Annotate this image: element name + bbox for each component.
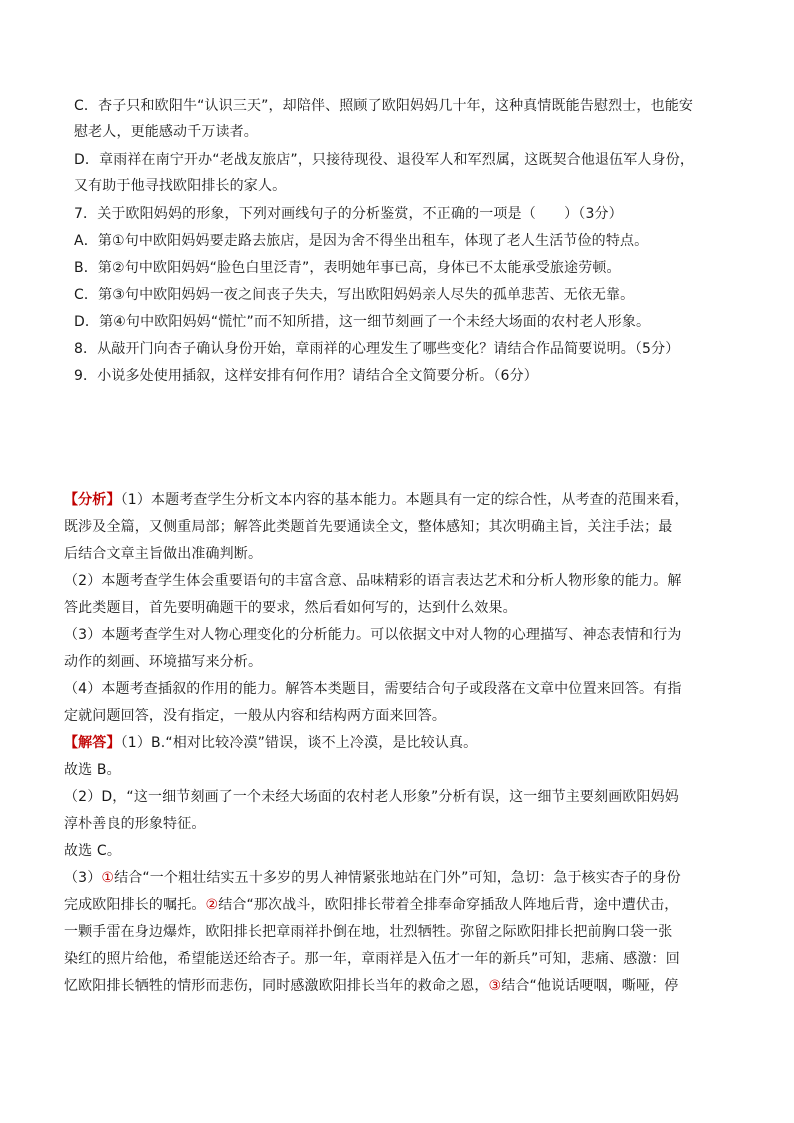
answer-tag: 【解答】 [64, 735, 121, 751]
questions-section [74, 96, 726, 396]
answer-2-line2: 淳朴善良的形象特征。 [64, 816, 206, 832]
answer-1-choice: 故选 B。 [64, 762, 121, 778]
analysis-para3-line1: （3）本题考查学生对人物心理变化的分析能力。可以依据文中对人物的心理描写、神态表情和行为 [64, 627, 682, 643]
analysis-para3-line2: 动作的刻画、环境描写来分析。 [64, 654, 263, 670]
analysis-tag: 【分析】 [64, 492, 121, 508]
answer-3-prefix: （3） [64, 870, 102, 886]
analysis-para4-line1: （4）本题考查插叙的作用的能力。解答本类题目，需要结合句子或段落在文章中位置来回答。有指 [64, 681, 682, 697]
analysis-para1-line1 [64, 490, 689, 510]
analysis-para4-line2: 定就问题回答，没有指定，一般从内容和结构两方面来回答。 [64, 708, 447, 724]
analysis-para2-line2: 答此类题目，首先要明确题干的要求，然后看如何写的，达到什么效果。 [64, 600, 517, 616]
answer-1-text: （1）B.“相对比较冷漠”错误，谈不上冷漠，是比较认真。 [120, 735, 478, 751]
analysis-para1-line2: 既涉及全篇，又侧重局部；解答此类题首先要通读全文，整体感知；其次明确主旨，关注手法；最 [64, 519, 673, 535]
question-7-option-b: B．第②句中欧阳妈妈“脸色白里泛青”，表明她年事已高，身体已不太能承受旅途劳顿。 [74, 260, 621, 276]
question-7-option-c: C．第③句中欧阳妈妈一夜之间丧子失夫，写出欧阳妈妈亲人尽失的孤单悲苦、无依无靠。 [74, 287, 635, 303]
answer-3-line2-text: 结合“那次战斗，欧阳排长带着全排奉命穿插敌人阵地后背，途中遭伏击， [218, 897, 679, 913]
option-c-line1: C．杏子只和欧阳牛“认识三天”，却陪伴、照顾了欧阳妈妈几十年，这种真情既能告慰烈士，也能安 [74, 98, 694, 114]
circled-number-1: ① [101, 870, 115, 886]
answer-3-line3: 一颗手雷在身边爆炸，欧阳排长把章雨祥扑倒在地，壮烈牺牲。弥留之际欧阳排长把前胸口袋一张 [64, 924, 673, 940]
question-7: 7．关于欧阳妈妈的形象，下列对画线句子的分析鉴赏，不正确的一项是（ ）（3分） [74, 206, 623, 222]
option-d-line1: D．章雨祥在南宁开办“老战友旅店”，只接待现役、退役军人和军烈属，这既契合他退伍军人身份， [74, 152, 695, 168]
analysis-p1-text: （1）本题考查学生分析文本内容的基本能力。本题具有一定的综合性，从考查的范围来看， [120, 492, 689, 508]
answer-3-line5-text: 结合“他说话哽咽，嘶哑，停 [501, 978, 679, 994]
answer-3-line5-pre: 忆欧阳排长牺牲的情形而悲伤，同时感激欧阳排长当年的救命之恩， [64, 978, 489, 994]
answer-3-line1 [64, 868, 681, 888]
analysis-section [64, 490, 726, 730]
answer-section [64, 733, 726, 1013]
answer-3-line2 [64, 895, 678, 915]
question-7-option-a: A．第①句中欧阳妈妈要走路去旅店，是因为舍不得坐出租车，体现了老人生活节俭的特点。 [74, 233, 649, 249]
answer-3-line2-pre: 完成欧阳排长的嘱托。 [64, 897, 206, 913]
answer-3-line5 [64, 976, 678, 996]
answer-1 [64, 733, 477, 753]
question-7-option-d: D．第④句中欧阳妈妈“慌忙”而不知所措，这一细节刻画了一个未经大场面的农村老人形象。 [74, 314, 651, 330]
option-c-line2: 慰老人，更能感动千万读者。 [74, 124, 258, 140]
answer-2-choice: 故选 C。 [64, 843, 121, 859]
answer-3-line4: 染红的照片给他，希望能送还给杏子。那一年，章雨祥是入伍才一年的新兵”可知，悲痛、感激：回 [64, 951, 680, 967]
circled-number-3: ③ [488, 978, 502, 994]
analysis-para2-line1: （2）本题考查学生体会重要语句的丰富含意、品味精彩的语言表达艺术和分析人物形象的能力。解 [64, 573, 682, 589]
circled-number-2: ② [205, 897, 219, 913]
answer-2-line1: （2）D，“这一细节刻画了一个未经大场面的农村老人形象”分析有误，这一细节主要刻画欧阳妈妈 [64, 789, 679, 805]
analysis-para1-line3: 后结合文章主旨做出准确判断。 [64, 546, 263, 562]
question-8: 8．从敲开门向杏子确认身份开始，章雨祥的心理发生了哪些变化？请结合作品简要说明。（5分） [74, 341, 680, 357]
question-9: 9．小说多处使用插叙，这样安排有何作用？请结合全文简要分析。（6分） [74, 368, 538, 384]
answer-3-line1-text: 结合“一个粗壮结实五十多岁的男人神情紧张地站在门外”可知，急切：急于核实杏子的身份 [114, 870, 681, 886]
option-d-line2: 又有助于他寻找欧阳排长的家人。 [74, 178, 287, 194]
